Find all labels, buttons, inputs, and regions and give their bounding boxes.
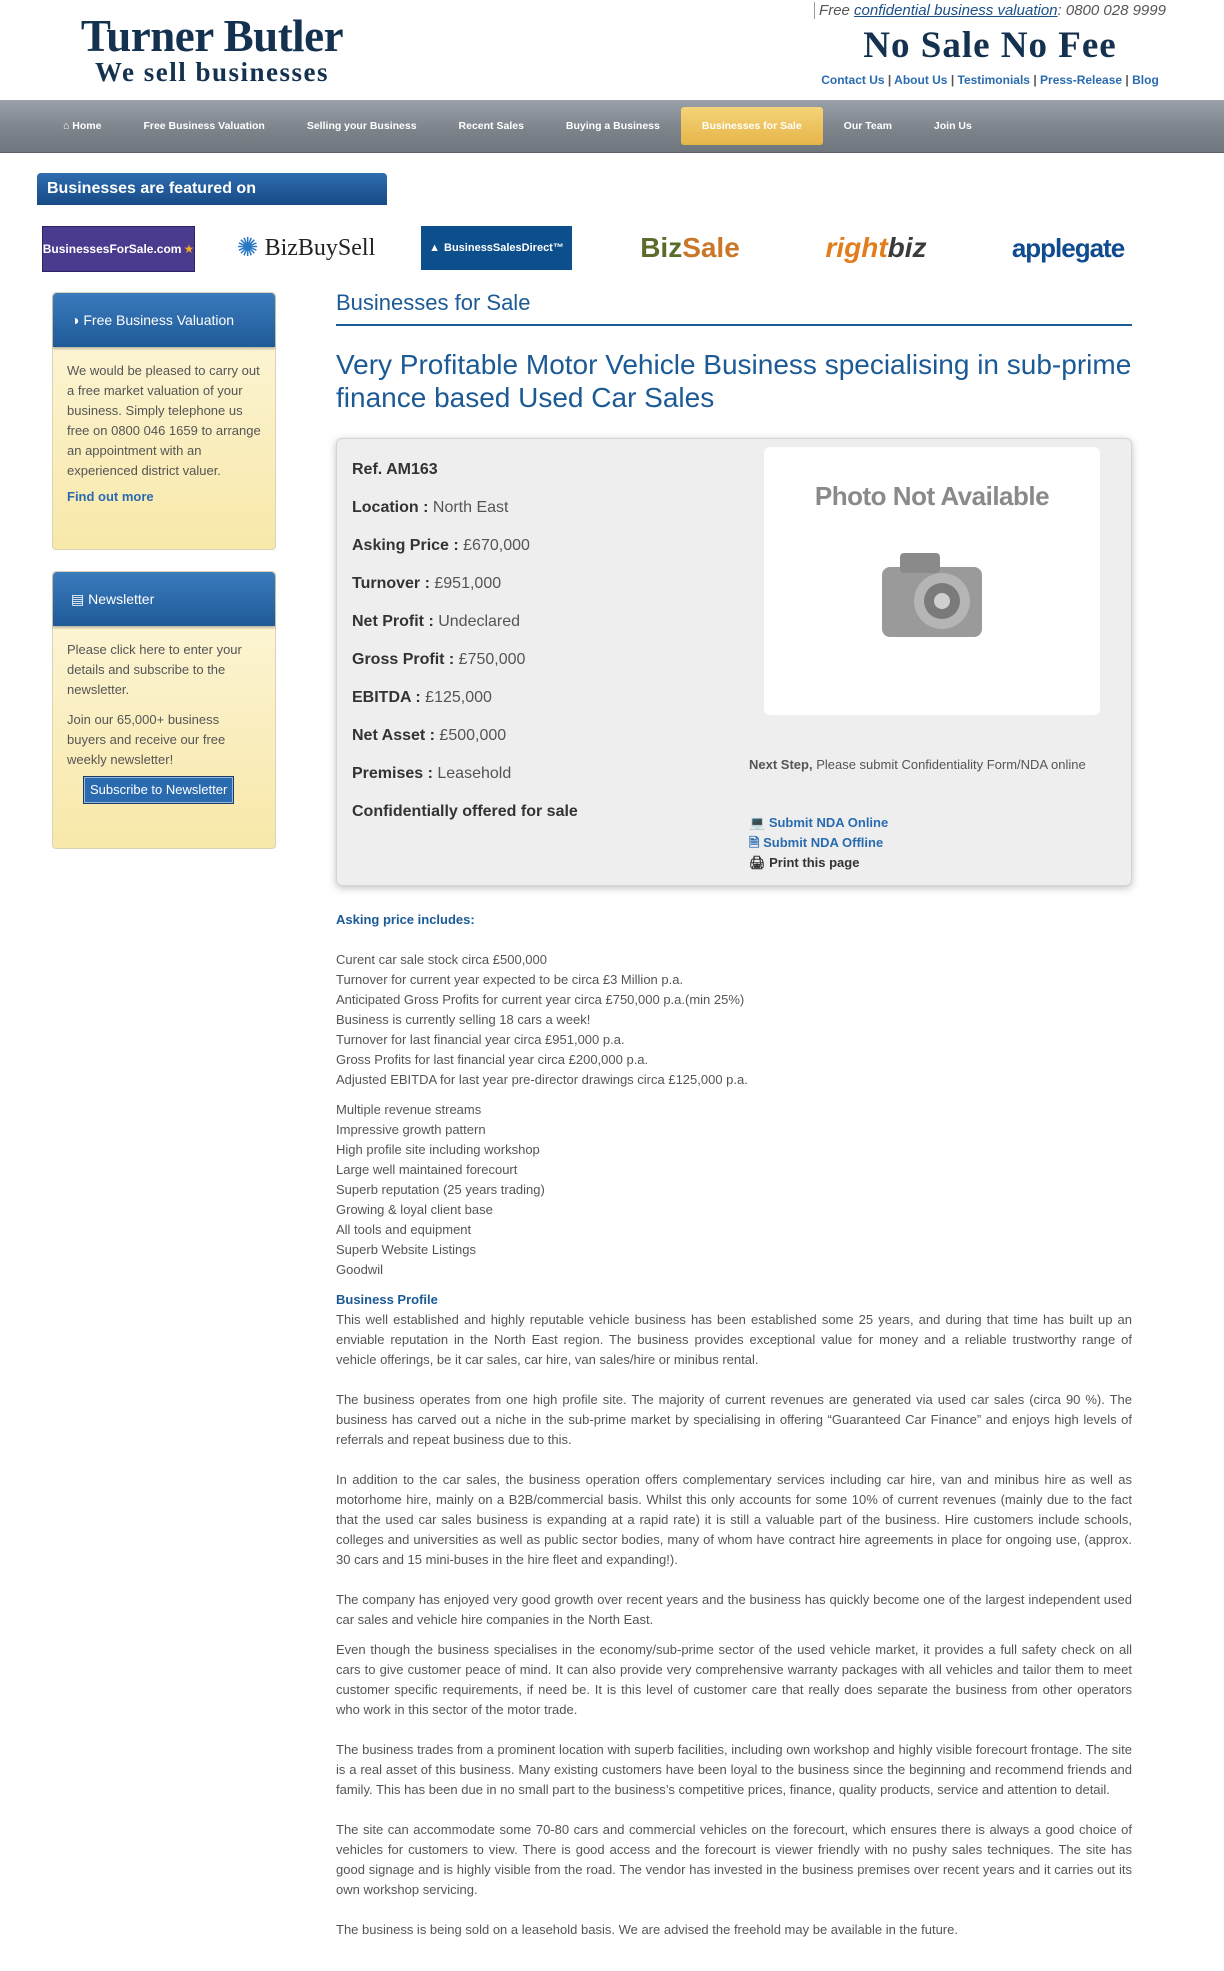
fact-gross-profit: Gross Profit : £750,000 — [352, 651, 526, 668]
listing-facts — [352, 451, 732, 831]
phone-prefix: Free — [819, 2, 855, 19]
includes-heading: Asking price includes: — [336, 912, 475, 927]
nav-our-team[interactable]: Our Team — [843, 120, 892, 132]
submit-nda-offline-link[interactable]: 🗎 Submit NDA Offline — [749, 835, 884, 850]
partner-right-a: right — [825, 232, 888, 263]
partner-bfs-label: BusinessesForSale.com — [42, 242, 182, 256]
profile-paragraph: Even though the business specialises in the economy/sub-prime sector of the used vehicle market, it provides a full safety check on all cars to give customer peace of mind. It can also provide very comprehensive warranty packages with all vehicles and tailor them to meet customer specific requirements, if need be. It is this level of customer care that really does separate the business from other operators who work in this sector of the motor trade. — [336, 1642, 1132, 1717]
contact-link[interactable]: Contact Us — [821, 73, 885, 87]
laptop-icon: 💻 — [749, 815, 766, 830]
main-content — [336, 290, 1132, 870]
list-item: Turnover for last financial year circa £951,000 p.a. — [336, 1032, 625, 1047]
half-circle-icon: ◑ — [71, 312, 80, 328]
nav-free-valuation[interactable]: Free Business Valuation — [143, 120, 265, 132]
print-page-link[interactable]: 🖨 Print this page — [749, 855, 860, 870]
partner-bsd-label: BusinessSalesDirect™ — [444, 242, 564, 254]
partner-bizbuysell-logo[interactable] — [232, 226, 380, 270]
find-out-more-link[interactable]: Find out more — [67, 489, 154, 504]
top-links — [780, 73, 1200, 87]
partner-bbs-label: BizBuySell — [264, 234, 376, 261]
valuation-box-text: We would be pleased to carry out a free market valuation of your business. Simply telephone us free on 0800 046 1659 to arrange an appointment with an experienced district valuer. — [67, 363, 261, 478]
includes-list — [336, 950, 1132, 1090]
submit-nda-online-link[interactable]: 💻 Submit NDA Online — [749, 815, 889, 830]
partner-applegate-label: applegate — [1011, 232, 1125, 263]
nav-home[interactable] — [42, 107, 122, 145]
list-item: Curent car sale stock circa £500,000 — [336, 952, 547, 967]
newsletter-box — [52, 571, 276, 849]
testimonials-link[interactable]: Testimonials — [957, 73, 1030, 87]
newsletter-text-1[interactable]: Please click here to enter your details and subscribe to the newsletter. — [67, 642, 242, 697]
list-item: High profile site including workshop — [336, 1142, 540, 1157]
nav-businesses-for-sale[interactable]: Businesses for Sale — [681, 107, 823, 145]
nav-recent-sales[interactable]: Recent Sales — [458, 120, 524, 132]
list-item: Superb Website Listings — [336, 1242, 476, 1257]
valuation-box-header — [53, 293, 275, 347]
confidential-note: Confidentially offered for sale — [352, 803, 578, 820]
nav-join-us[interactable]: Join Us — [933, 120, 972, 132]
main-nav — [0, 100, 1224, 153]
link-separator: | — [947, 73, 958, 87]
profile-paragraph: In addition to the car sales, the business operation offers complementary services including car hire, van and minibus hire as well as motorhome hire, mainly on a B2B/commercial basis. Whilst this only accounts for some 10% of current revenues (mainly due to the fact that the used car sales business is expanding at a rapid rate) it is still a valuable part of the business. Hire customers include schools, colleges and universities as well as public sector bodies, many of whom have contract hire agreements in place for ongoing use, (approx. 30 cars and 15 mini-buses in the hire fleet and expanding!). — [336, 1472, 1132, 1567]
partner-biz-b: Sale — [682, 232, 740, 263]
profile-paragraph: The company has enjoyed very good growth over recent years and the business has quickly become one of the largest independent used car sales and vehicle hire companies in the North East. — [336, 1592, 1132, 1627]
bsd-mark-icon: ▲ — [429, 242, 441, 254]
list-item: Growing & loyal client base — [336, 1202, 493, 1217]
valuation-box-title: Free Business Valuation — [83, 312, 235, 328]
home-icon: ⌂ — [63, 120, 70, 132]
link-separator: | — [1122, 73, 1133, 87]
partner-businessesforsale-logo[interactable] — [42, 226, 195, 272]
list-item: Superb reputation (25 years trading) — [336, 1182, 545, 1197]
tagline: No Sale No Fee — [863, 25, 1117, 66]
fact-net-asset: Net Asset : £500,000 — [352, 727, 507, 744]
partner-biz-a: Biz — [640, 232, 683, 263]
list-item: Large well maintained forecourt — [336, 1162, 518, 1177]
listing-title: Very Profitable Motor Vehicle Business specialising in sub-prime finance based Used Car Sales — [336, 349, 1132, 413]
document-icon: 🗎 — [749, 835, 760, 850]
star-icon: ★ — [183, 242, 195, 256]
partner-businesssalesdirect-logo[interactable] — [421, 226, 572, 270]
partner-right-b: biz — [887, 232, 927, 263]
profile-paragraph: The site can accommodate some 70-80 cars and commercial vehicles on the forecourt, which ensures there is always a good choice of vehicles for customers to view. There is good access and the forecourt is viewer friendly with no pushy sales techniques. The site has good signage and is highly visible from the road. The vendor has invested in the business premises over recent years and it carries out its own workshop servicing. — [336, 1822, 1132, 1897]
fact-ebitda: EBITDA : £125,000 — [352, 689, 492, 706]
partner-applegate-logo[interactable] — [1011, 226, 1125, 270]
site-logo[interactable] — [62, 11, 362, 87]
link-separator: | — [884, 73, 895, 87]
list-item: Business is currently selling 18 cars a week! — [336, 1012, 591, 1027]
newsletter-box-title: Newsletter — [88, 591, 155, 607]
photo-not-available-text: Photo Not Available — [814, 481, 1050, 511]
profile-paragraph: This well established and highly reputable vehicle business has been established some 25 years, and during that time has built up an enviable reputation in the North East region. The business provides exceptional value for money and a reliable trustworthy range of vehicle offerings, be it car sales, car hire, van sales/hire or minibus rental. — [336, 1312, 1132, 1367]
fact-location: Location : North East — [352, 499, 509, 516]
nav-selling[interactable]: Selling your Business — [306, 120, 417, 132]
business-profile-heading: Business Profile — [336, 1292, 438, 1307]
nav-home-label: Home — [72, 120, 102, 132]
bizbuysell-mark-icon: ✺ — [236, 233, 259, 262]
camera-icon — [878, 543, 988, 639]
featured-banner: Businesses are featured on — [37, 173, 387, 205]
logo-title: Turner Butler — [80, 11, 344, 61]
valuation-box — [52, 292, 276, 550]
logo-subtitle: We sell businesses — [94, 57, 330, 87]
profile-paragraph: The business is being sold on a leasehold basis. We are advised the freehold may be available in the future. — [336, 1922, 958, 1937]
ref-number: Ref. AM163 — [352, 461, 438, 478]
newspaper-icon: ▤ — [71, 591, 85, 607]
fact-net-profit: Net Profit : Undeclared — [352, 613, 521, 630]
partner-rightbiz-logo[interactable] — [800, 226, 952, 270]
list-item: Turnover for current year expected to be circa £3 Million p.a. — [336, 972, 684, 987]
valuation-link[interactable]: confidential business valuation — [854, 2, 1058, 19]
fact-asking-price: Asking Price : £670,000 — [352, 537, 530, 554]
phone-line — [814, 2, 1166, 19]
list-item: Adjusted EBITDA for last year pre-director drawings circa £125,000 p.a. — [336, 1072, 748, 1087]
header-right — [780, 2, 1200, 87]
partner-bizsale-logo[interactable] — [630, 226, 750, 270]
profile-paragraph: The business operates from one high profile site. The majority of current revenues are generated via used car sales (circa 90 %). The business has carved out a niche in the sub-prime market by specialising in offering “Guaranteed Car Finance” and enjoys high levels of referrals and repeat business due to this. — [336, 1392, 1132, 1447]
list-item: Multiple revenue streams — [336, 1102, 482, 1117]
listing-photo — [764, 447, 1100, 715]
listing-actions — [749, 813, 888, 873]
listing-details-box — [336, 438, 1132, 886]
phone-number: : 0800 028 9999 — [1057, 2, 1166, 19]
about-link[interactable]: About Us — [894, 73, 948, 87]
list-item: Anticipated Gross Profits for current year circa £750,000 p.a.(min 25%) — [336, 992, 745, 1007]
subscribe-newsletter-button[interactable]: Subscribe to Newsletter — [83, 776, 234, 804]
list-item: Goodwil — [336, 1262, 383, 1277]
nav-buying[interactable]: Buying a Business — [565, 120, 660, 132]
fact-turnover: Turnover : £951,000 — [352, 575, 502, 592]
link-separator: | — [1029, 73, 1041, 87]
press-release-link[interactable]: Press-Release — [1040, 73, 1123, 87]
printer-icon: 🖨 — [749, 855, 766, 870]
blog-link[interactable]: Blog — [1132, 73, 1159, 87]
newsletter-box-header — [53, 572, 275, 626]
list-item: Gross Profits for last financial year circa £200,000 p.a. — [336, 1052, 649, 1067]
profile-paragraph: The business trades from a prominent location with superb facilities, including own workshop and highly visible forecourt frontage. The site is a real asset of this business. Many existing customers have been loyal to the business since the beginning and recommend friends and family. This has been due in no small part to the business’s competitive prices, finance, quality products, service and attention to detail. — [336, 1742, 1132, 1797]
listing-description — [336, 910, 1132, 1940]
newsletter-text-2: Join our 65,000+ business buyers and receive our free weekly newsletter! — [67, 712, 226, 767]
features-list — [336, 1100, 1132, 1280]
section-title: Businesses for Sale — [336, 290, 1132, 326]
list-item: Impressive growth pattern — [336, 1122, 486, 1137]
next-step: Next Step, Please submit Confidentiality Form/NDA online — [749, 757, 1086, 772]
fact-premises: Premises : Leasehold — [352, 765, 512, 782]
list-item: All tools and equipment — [336, 1222, 472, 1237]
